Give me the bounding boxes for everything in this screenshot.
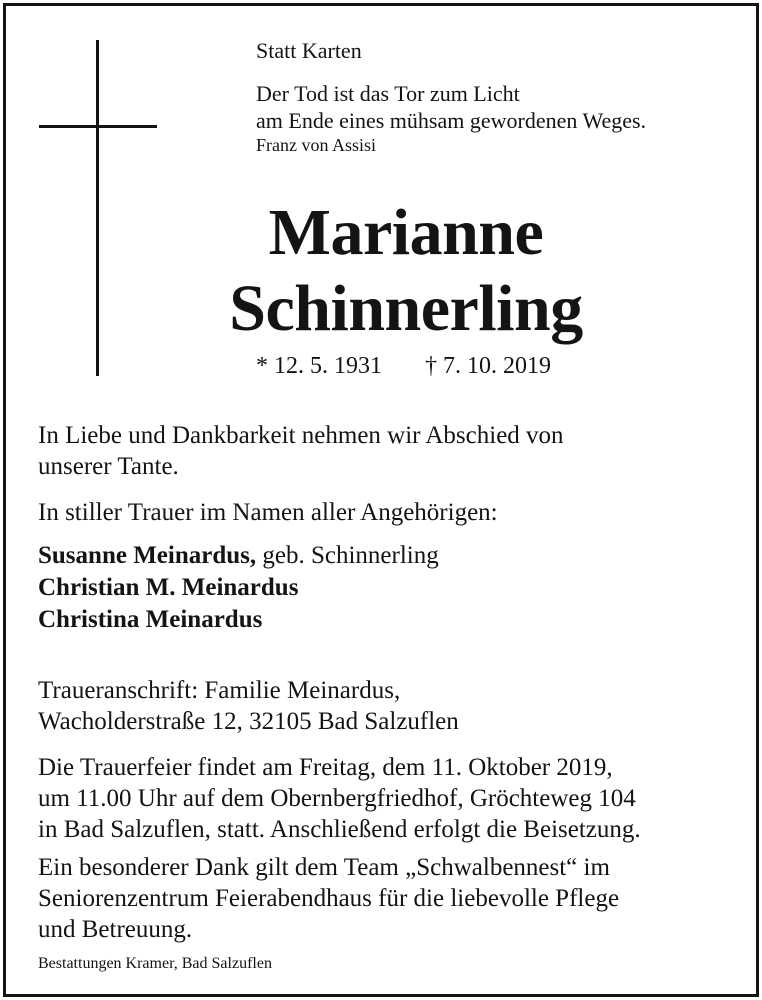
address-line: Traueranschrift: Familie Meinardus,: [38, 677, 401, 704]
quote-line: am Ende eines mühsam gewordenen Weges.: [256, 108, 647, 133]
quote: [256, 80, 646, 134]
thanks-line: Ein besonderer Dank gilt dem Team „Schwalbennest“ im: [38, 854, 610, 881]
cross-horizontal-bar: [39, 125, 157, 128]
mourner-name: Christian M. Meinardus: [38, 574, 299, 601]
thanks-line: Seniorenzentrum Feierabendhaus für die liebevolle Pflege: [38, 885, 620, 912]
address-line: Wacholderstraße 12, 32105 Bad Salzuflen: [38, 708, 459, 735]
farewell-line: unserer Tante.: [38, 453, 179, 480]
mourner: [38, 572, 439, 604]
death-date: † 7. 10. 2019: [425, 353, 551, 379]
mourners-list: [38, 540, 439, 636]
farewell-line: In Liebe und Dankbarkeit nehmen wir Abschied von: [38, 422, 564, 449]
mourner: [38, 540, 439, 572]
mourner-suffix: geb. Schinnerling: [256, 542, 439, 569]
ceremony-line: in Bad Salzuflen, statt. Anschließend erfolgt die Beisetzung.: [38, 816, 641, 843]
statt-karten: Statt Karten: [256, 38, 362, 63]
mourner-name: Christina Meinardus: [38, 606, 263, 633]
quote-line: Der Tod ist das Tor zum Licht: [256, 81, 520, 106]
mourner-name: Susanne Meinardus,: [38, 542, 257, 569]
mourner: [38, 604, 439, 636]
birth-date: * 12. 5. 1931: [256, 353, 382, 379]
thanks-line: und Betreuung.: [38, 916, 193, 943]
mourning-text: In stiller Trauer im Namen aller Angehörigen:: [38, 499, 498, 526]
thanks-text: [38, 852, 619, 945]
farewell-text: [38, 420, 564, 482]
ceremony-line: um 11.00 Uhr auf dem Obernbergfriedhof, Gröchteweg 104: [38, 785, 636, 812]
mourning-address: [38, 675, 459, 737]
ceremony-text: [38, 752, 641, 845]
deceased-last-name: Schinnerling: [229, 272, 583, 345]
quote-author: Franz von Assisi: [256, 135, 377, 155]
ceremony-line: Die Trauerfeier findet am Freitag, dem 11. Oktober 2019,: [38, 754, 613, 781]
deceased-first-name: Marianne: [268, 196, 544, 269]
funeral-home: Bestattungen Kramer, Bad Salzuflen: [38, 955, 272, 972]
